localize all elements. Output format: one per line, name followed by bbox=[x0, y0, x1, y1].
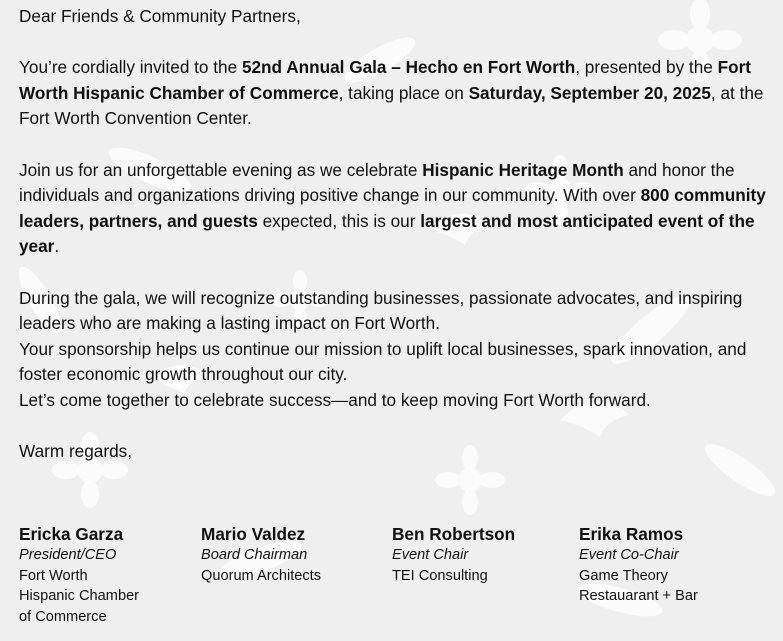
text-run: . bbox=[54, 236, 60, 257]
signatory bbox=[19, 523, 139, 627]
signatory-name: Ben Robertson bbox=[392, 524, 516, 544]
signatory-role: Event Chair bbox=[392, 547, 469, 563]
text-run: Join us for an unforgettable evening as we celebrate bbox=[19, 159, 423, 180]
signatory-role: Board Chairman bbox=[201, 547, 308, 563]
invitation-paragraph bbox=[19, 55, 769, 132]
organization-name: Fort Worth Hispanic Chamber of Commerce bbox=[19, 57, 752, 103]
signatory-role: President/CEO bbox=[19, 547, 117, 563]
text-run: and honor the individuals and organizations driving positive change in our community. With over bbox=[19, 159, 735, 206]
signatory-organization: Game Theory Restauarant + Bar bbox=[579, 567, 698, 605]
signatory bbox=[579, 523, 698, 607]
event-name: 52nd Annual Gala – Hecho en Fort Worth bbox=[241, 57, 576, 78]
signatory-organization: TEI Consulting bbox=[392, 567, 488, 584]
signatory-organization: Quorum Architects bbox=[201, 567, 322, 584]
signatory-organization: Fort Worth Hispanic Chamber of Commerce bbox=[19, 567, 140, 625]
signatory-name: Mario Valdez bbox=[201, 524, 306, 544]
signatory-role: Event Co-Chair bbox=[579, 547, 679, 563]
invitation-letter bbox=[19, 4, 769, 490]
signatory-name: Erika Ramos bbox=[579, 524, 684, 544]
recognition-line: During the gala, we will recognize outstanding businesses, passionate advocates, and inspiring leaders who are making a lasting impact on Fort Worth. bbox=[19, 287, 743, 334]
event-date: Saturday, September 20, 2025 bbox=[468, 82, 711, 103]
text-run: expected, this is our bbox=[257, 210, 421, 231]
celebration-paragraph bbox=[19, 158, 769, 260]
closing: Warm regards, bbox=[19, 441, 133, 462]
signatory bbox=[201, 523, 321, 586]
heritage-month: Hispanic Heritage Month bbox=[422, 159, 624, 180]
signatory bbox=[392, 523, 515, 586]
text-run: , presented by the bbox=[575, 57, 718, 78]
greeting: Dear Friends & Community Partners, bbox=[19, 6, 301, 26]
attendee-count: 800 community leaders, partners, and guests bbox=[19, 185, 766, 231]
event-highlight: largest and most anticipated event of the year bbox=[19, 210, 755, 257]
call-to-action-line: Let’s come together to celebrate success—and to keep moving Fort Worth forward. bbox=[19, 389, 651, 410]
signatory-name: Ericka Garza bbox=[19, 524, 124, 544]
sponsorship-line: Your sponsorship helps us continue our mission to uplift local businesses, spark innovation, and foster economic growth throughout our city. bbox=[19, 338, 747, 385]
text-run: , taking place on bbox=[338, 82, 469, 103]
text-run: You’re cordially invited to the bbox=[19, 57, 242, 78]
text-run: , at the Fort Worth Convention Center. bbox=[19, 82, 764, 129]
